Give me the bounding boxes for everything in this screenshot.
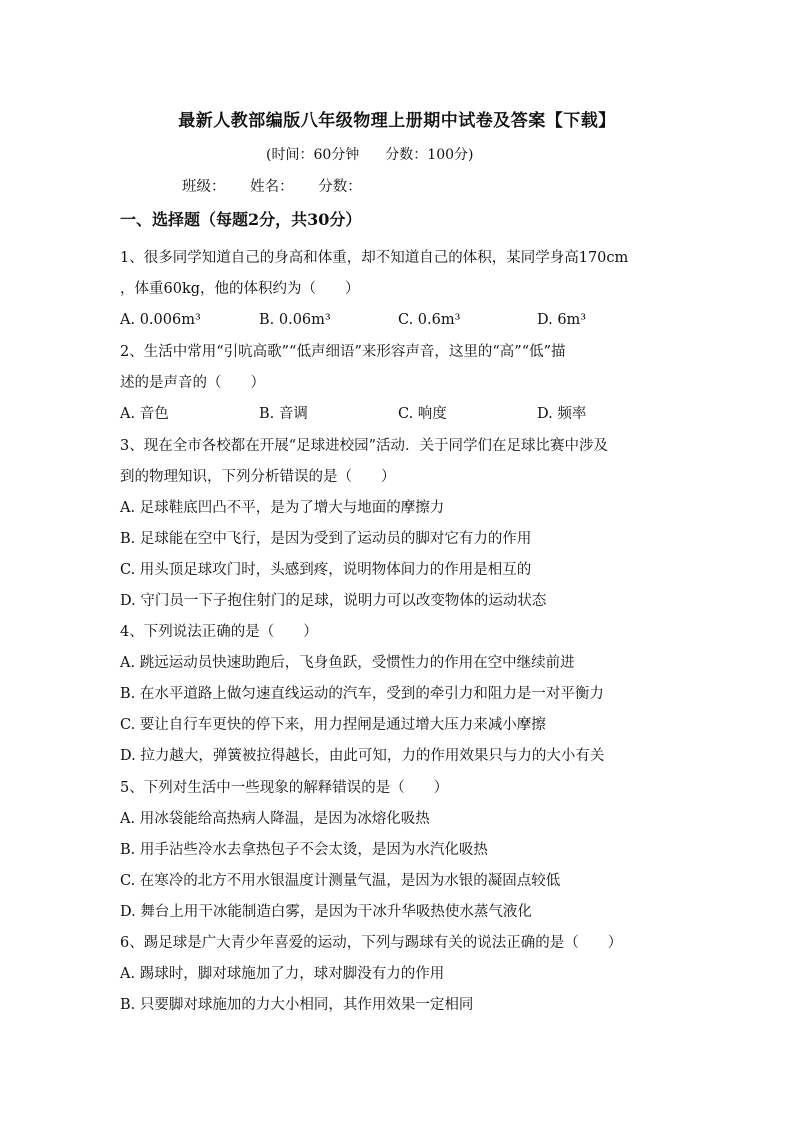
q2-option-a: A. 音色 bbox=[120, 406, 169, 422]
class-label: 班级： bbox=[182, 179, 226, 195]
name-label: 姓名： bbox=[250, 179, 294, 195]
q1-option-a: A. 0.006m³ bbox=[120, 312, 201, 328]
q3-stem-line2: 到的物理知识，下列分析错误的是（ ） bbox=[120, 469, 396, 485]
exam-total-score: 分数：100分) bbox=[385, 147, 474, 163]
q6-stem-line1: 6、踢足球是广大青少年喜爱的运动，下列与踢球有关的说法正确的是（ ） bbox=[120, 935, 623, 951]
q4-option-a: A. 跳远运动员快速助跑后，飞身鱼跃，受惯性力的作用在空中继续前进 bbox=[120, 655, 575, 671]
q2-stem-line1: 2、生活中常用“引吭高歌”“低声细语”来形容声音，这里的“高”“低”描 bbox=[120, 344, 566, 360]
exam-time: (时间：60分钟 bbox=[266, 147, 360, 163]
q1-stem-line1: 1、很多同学知道自己的身高和体重，却不知道自己的体积，某同学身高170cm bbox=[120, 250, 629, 266]
q5-option-d: D. 舞台上用干冰能制造白雾，是因为干冰升华吸热使水蒸气液化 bbox=[120, 904, 532, 920]
q5-option-a: A. 用冰袋能给高热病人降温，是因为冰熔化吸热 bbox=[120, 811, 430, 827]
q2-options bbox=[120, 404, 586, 424]
q3-option-b: B. 足球能在空中飞行，是因为受到了运动员的脚对它有力的作用 bbox=[120, 531, 532, 547]
q6-option-a: A. 踢球时，脚对球施加了力，球对脚没有力的作用 bbox=[120, 966, 445, 982]
q3-option-d: D. 守门员一下子抱住射门的足球，说明力可以改变物体的运动状态 bbox=[120, 593, 547, 609]
points-label: 分数： bbox=[318, 179, 362, 195]
q4-option-b: B. 在水平道路上做匀速直线运动的汽车，受到的牵引力和阻力是一对平衡力 bbox=[120, 686, 604, 702]
q1-option-c: C. 0.6m³ bbox=[398, 312, 461, 328]
q2-option-c: C. 响度 bbox=[398, 406, 447, 422]
q4-stem-line1: 4、下列说法正确的是（ ） bbox=[120, 624, 318, 640]
q2-stem-line2: 述的是声音的（ ） bbox=[120, 375, 265, 391]
q6-option-b: B. 只要脚对球施加的力大小相同，其作用效果一定相同 bbox=[120, 997, 474, 1013]
q5-option-c: C. 在寒冷的北方不用水银温度计测量气温，是因为水银的凝固点较低 bbox=[120, 873, 561, 889]
q1-option-b: B. 0.06m³ bbox=[259, 312, 331, 328]
exam-time-score bbox=[266, 144, 473, 164]
q3-option-a: A. 足球鞋底凹凸不平，是为了增大与地面的摩擦力 bbox=[120, 500, 445, 516]
q2-option-d: D. 频率 bbox=[537, 406, 587, 422]
q1-option-d: D. 6m³ bbox=[537, 312, 587, 328]
student-info bbox=[182, 175, 382, 196]
q4-option-d: D. 拉力越大，弹簧被拉得越长，由此可知，力的作用效果只与力的大小有关 bbox=[120, 748, 605, 764]
q5-option-b: B. 用手沾些冷水去拿热包子不会太烫，是因为水汽化吸热 bbox=[120, 842, 488, 858]
q1-stem-line2: ，体重60kg，他的体积约为（ ） bbox=[120, 281, 360, 297]
section-heading: 一、选择题（每题2分，共30分） bbox=[120, 210, 362, 229]
exam-title: 最新人教部编版八年级物理上册期中试卷及答案【下载】 bbox=[178, 111, 616, 131]
q4-option-c: C. 要让自行车更快的停下来，用力捏闸是通过增大压力来减小摩擦 bbox=[120, 717, 546, 733]
q3-stem-line1: 3、现在全市各校都在开展“足球进校园”活动．关于同学们在足球比赛中涉及 bbox=[120, 438, 609, 454]
q3-option-c: C. 用头顶足球攻门时，头感到疼，说明物体间力的作用是相互的 bbox=[120, 562, 532, 578]
q2-option-b: B. 音调 bbox=[259, 406, 308, 422]
q1-options bbox=[120, 310, 586, 330]
q5-stem-line1: 5、下列对生活中一些现象的解释错误的是（ ） bbox=[120, 780, 449, 796]
